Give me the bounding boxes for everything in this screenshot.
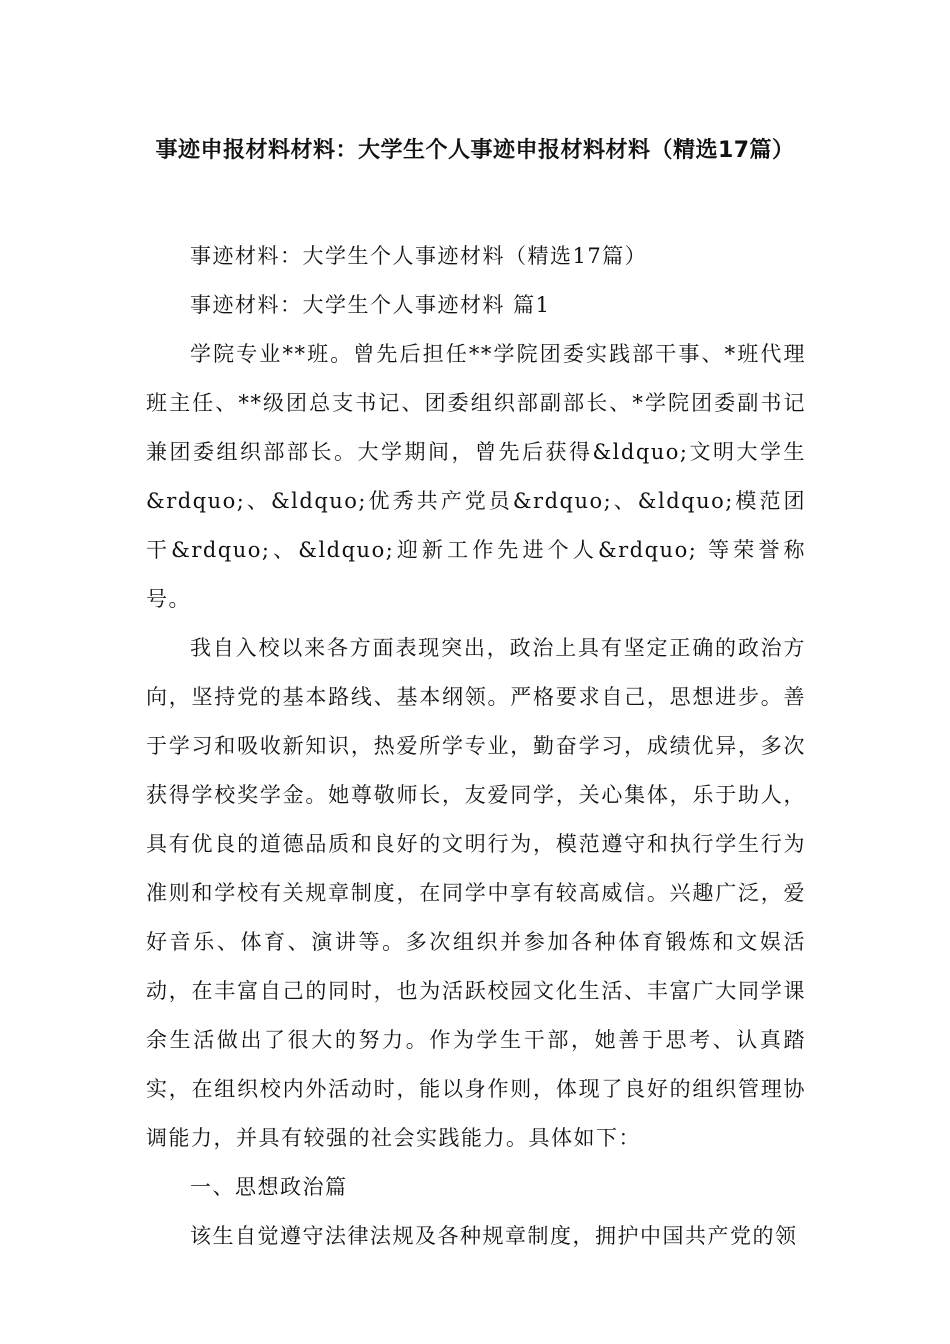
document-body bbox=[146, 232, 806, 1261]
paragraph-last: 该生自觉遵守法律法规及各种规章制度，拥护中国共产党的领 bbox=[190, 1224, 798, 1248]
paragraph-summary: 我自入校以来各方面表现突出，政治上具有坚定正确的政治方向，坚持党的基本路线、基本纲领。严格要求自己，思想进步。善于学习和吸收新知识，热爱所学专业，勤奋学习，成绩优异，多次获得学校奖学金。她尊敬师长，友爱同学，关心集体，乐于助人，具有优良的道德品质和良好的文明行为，模范遵守和执行学生行为准则和学校有关规章制度，在同学中享有较高威信。兴趣广泛，爱好音乐、体育、演讲等。多次组织并参加各种体育锻炼和文娱活动，在丰富自己的同时，也为活跃校园文化生活、丰富广大同学课余生活做出了很大的努力。作为学生干部，她善于思考、认真踏实，在组织校内外活动时，能以身作则，体现了良好的组织管理协调能力，并具有较强的社会实践能力。具体如下： bbox=[146, 636, 806, 1150]
section-heading: 事迹材料：大学生个人事迹材料 篇1 bbox=[190, 293, 551, 317]
document-title: 事迹申报材料材料：大学生个人事迹申报材料材料（精选17篇） bbox=[155, 138, 795, 163]
part-heading: 一、思想政治篇 bbox=[190, 1175, 348, 1199]
document-subtitle: 事迹材料：大学生个人事迹材料（精选17篇） bbox=[190, 244, 648, 268]
paragraph-intro: 学院专业**班。曾先后担任**学院团委实践部干事、*班代理班主任、**级团总支书记、团委组织部副部长、*学院团委副书记兼团委组织部部长。大学期间，曾先后获得&ldquo;文明大学生&rdquo;、&ldquo;优秀共产党员&rdquo;、&ldquo;模范团干&rdquo;、&ldquo;迎新工作先进个人&rdquo; 等荣誉称号。 bbox=[146, 342, 806, 611]
